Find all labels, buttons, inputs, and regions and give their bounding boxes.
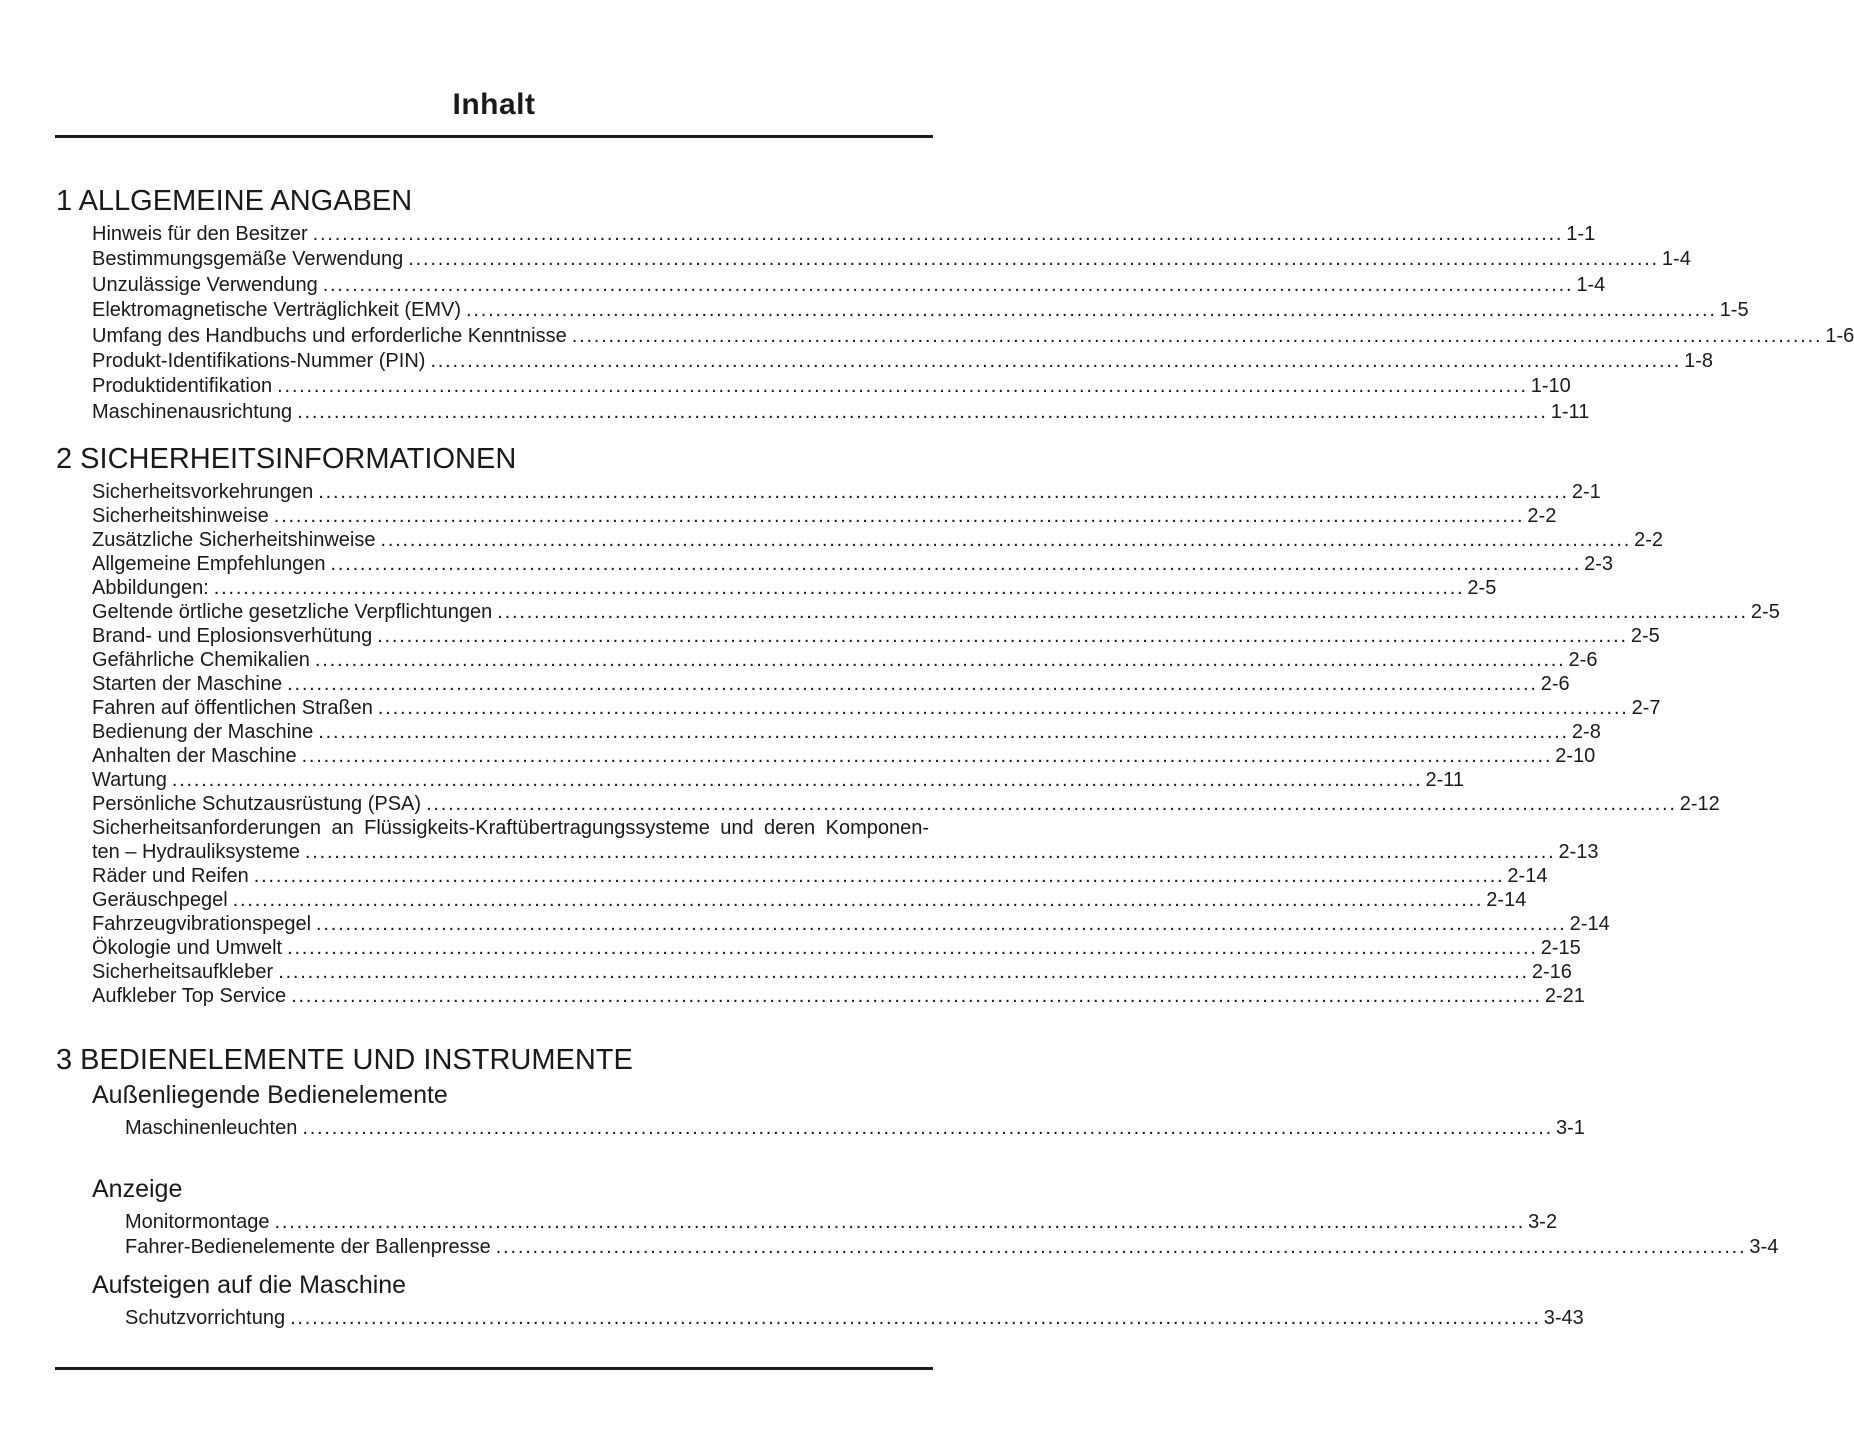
toc-dot-leader: ..........................................................................................................................................................................	[466, 299, 1717, 322]
toc-entry-label: Brand- und Eplosionsverhütung	[92, 625, 373, 648]
toc-entry	[92, 374, 1571, 399]
toc-entry	[92, 273, 1606, 298]
toc-entry-label: Zusätzliche Sicherheitshinweise	[92, 529, 376, 552]
subsection-heading: Außenliegende Bedienelemente	[92, 1081, 448, 1110]
toc-entry	[92, 888, 1527, 912]
toc-dot-leader: ..........................................................................................................................................................................	[408, 248, 1659, 271]
toc-entry-label: Maschinenleuchten	[125, 1117, 298, 1140]
toc-entry-page-number: 2-13	[1558, 841, 1599, 864]
toc-entry	[125, 1116, 1585, 1141]
bottom-rule	[55, 1367, 933, 1370]
toc-dot-leader: ..........................................................................................................................................................................	[213, 577, 1465, 600]
toc-dot-leader: ..........................................................................................................................................................................	[232, 889, 1484, 912]
toc-dot-leader: ..........................................................................................................................................................................	[316, 913, 1567, 936]
toc-entry-page-number: 3-43	[1543, 1307, 1584, 1330]
toc-entry-label: Wartung	[92, 769, 167, 792]
toc-entry-label: Persönliche Schutzausrüstung (PSA)	[92, 793, 422, 816]
toc-entry-page-number: 2-6	[1568, 649, 1598, 672]
toc-entry-label: Räder und Reifen	[92, 865, 249, 888]
toc-sections	[55, 185, 1854, 1331]
toc-entry-wrapped-line: Sicherheitsanforderungen an Flüssigkeits-Kraftübertragungssysteme und deren Komponen-	[92, 817, 929, 840]
toc-entry-label: Fahren auf öffentlichen Straßen	[92, 697, 373, 720]
top-rule	[55, 135, 933, 138]
toc-entry-page-number: 2-12	[1679, 793, 1720, 816]
toc-entry-label: Aufkleber Top Service	[92, 985, 287, 1008]
toc-entry	[92, 600, 1780, 624]
toc-entry-label: Produkt-Identifikations-Nummer (PIN)	[92, 350, 426, 373]
toc-dot-leader: ..........................................................................................................................................................................	[322, 273, 1574, 296]
toc-entry	[92, 672, 1570, 696]
toc-entry-page-number: 1-4	[1661, 248, 1691, 271]
toc-entry	[92, 624, 1660, 648]
toc-entry	[92, 936, 1581, 960]
toc-entry-label: Schutzvorrichtung	[125, 1307, 286, 1330]
toc-entry	[125, 1306, 1584, 1331]
toc-dot-leader: ..........................................................................................................................................................................	[274, 1211, 1526, 1234]
toc-entry-label: Hinweis für den Besitzer	[92, 223, 308, 245]
toc-entry-label: Sicherheitsvorkehrungen	[92, 481, 314, 504]
toc-dot-leader: ..........................................................................................................................................................................	[377, 697, 1629, 720]
toc-subsection	[55, 1081, 1585, 1141]
toc-entry-page-number: 2-16	[1531, 961, 1572, 984]
toc-entry-label: Geltende örtliche gesetzliche Verpflichtungen	[92, 601, 493, 624]
toc-dot-leader: ..........................................................................................................................................................................	[318, 721, 1569, 744]
toc-entry-page-number: 2-21	[1544, 985, 1585, 1008]
toc-entry-label: Sicherheitshinweise	[92, 505, 269, 528]
toc-entry-label: Umfang des Handbuchs und erforderliche Kenntnisse	[92, 324, 567, 347]
toc-entry	[92, 324, 1854, 349]
toc-entry-label: Maschinenausrichtung	[92, 400, 293, 423]
toc-dot-leader: ..........................................................................................................................................................................	[312, 223, 1564, 245]
chapter-subsections	[55, 1081, 1779, 1331]
toc-entry-page-number: 2-1	[1571, 481, 1601, 504]
toc-dot-leader: ..........................................................................................................................................................................	[277, 375, 1528, 398]
toc-entry	[92, 504, 1557, 528]
toc-entry	[92, 984, 1585, 1008]
toc-entry	[125, 1210, 1558, 1235]
toc-dot-leader: ..........................................................................................................................................................................	[330, 553, 1582, 576]
chapter-heading: 2 SICHERHEITSINFORMATIONEN	[56, 443, 517, 476]
toc-entry-page-number: 2-3	[1584, 553, 1614, 576]
toc-dot-leader: ..........................................................................................................................................................................	[304, 841, 1556, 864]
toc-entry-page-number: 2-11	[1425, 769, 1465, 792]
toc-dot-leader: ..........................................................................................................................................................................	[278, 961, 1529, 984]
toc-entry	[92, 840, 1599, 864]
toc-entry-page-number: 2-14	[1569, 913, 1610, 936]
toc-entry	[92, 247, 1691, 272]
toc-entry-page-number: 2-7	[1631, 697, 1661, 720]
toc-entry-page-number: 2-14	[1507, 865, 1548, 888]
toc-dot-leader: ..........................................................................................................................................................................	[287, 937, 1538, 960]
toc-dot-leader: ..........................................................................................................................................................................	[426, 793, 1677, 816]
toc-entry-page-number: 1-8	[1684, 350, 1713, 373]
toc-entry-label: Bestimmungsgemäße Verwendung	[92, 248, 404, 271]
toc-dot-leader: ..........................................................................................................................................................................	[287, 673, 1538, 696]
page-title: Inhalt	[452, 88, 536, 121]
toc-entry-page-number: 2-10	[1555, 745, 1596, 768]
toc-entry	[92, 576, 1497, 600]
toc-dot-leader: ..........................................................................................................................................................................	[430, 350, 1682, 373]
toc-dot-leader: ..........................................................................................................................................................................	[571, 324, 1823, 347]
toc-entry	[92, 480, 1601, 504]
toc-content	[55, 87, 1854, 1331]
toc-subsection	[55, 1175, 1779, 1260]
toc-entry-page-number: 2-2	[1527, 505, 1557, 528]
toc-entry-page-number: 2-2	[1634, 529, 1664, 552]
toc-entry-page-number: 1-6	[1825, 324, 1854, 347]
subsection-heading: Anzeige	[92, 1175, 183, 1204]
toc-entry-label: Unzulässige Verwendung	[92, 273, 318, 296]
toc-entry-label: Anhalten der Maschine	[92, 745, 297, 768]
toc-entry-label: Allgemeine Empfehlungen	[92, 553, 326, 576]
chapter-heading: 3 BEDIENELEMENTE UND INSTRUMENTE	[56, 1044, 633, 1077]
toc-entry-page-number: 2-14	[1486, 889, 1527, 912]
toc-entry-page-number: 1-10	[1530, 375, 1571, 398]
toc-entry-page-number: 2-5	[1750, 601, 1780, 624]
subsection-entries	[125, 1116, 1585, 1141]
toc-dot-leader: ..........................................................................................................................................................................	[314, 649, 1566, 672]
toc-dot-leader: ..........................................................................................................................................................................	[273, 505, 1525, 528]
toc-entry	[92, 864, 1548, 888]
toc-entry-page-number: 2-15	[1540, 937, 1581, 960]
toc-dot-leader: ..........................................................................................................................................................................	[302, 1117, 1553, 1140]
toc-dot-leader: ..........................................................................................................................................................................	[291, 985, 1542, 1008]
toc-entry	[92, 349, 1713, 374]
toc-entry-label: Elektromagnetische Verträglichkeit (EMV)	[92, 299, 462, 322]
toc-entry-page-number: 1-4	[1576, 273, 1606, 296]
toc-entry-page-number: 3-1	[1555, 1117, 1585, 1140]
toc-entry	[92, 744, 1596, 768]
toc-entry-label: Abbildungen:	[92, 577, 209, 600]
toc-entry	[92, 696, 1661, 720]
toc-entry	[92, 222, 1596, 247]
toc-entry-page-number: 2-5	[1467, 577, 1497, 600]
toc-dot-leader: ..........................................................................................................................................................................	[380, 529, 1632, 552]
toc-dot-leader: ..........................................................................................................................................................................	[171, 769, 1423, 792]
toc-entry-label: Produktidentifikation	[92, 375, 273, 398]
toc-section	[55, 185, 1854, 425]
toc-entry-label: Starten der Maschine	[92, 673, 283, 696]
toc-entry	[92, 960, 1572, 984]
toc-entry	[92, 792, 1720, 816]
toc-entry-label: Ökologie und Umwelt	[92, 937, 283, 960]
toc-entry-page-number: 2-6	[1540, 673, 1570, 696]
toc-entry	[125, 1235, 1779, 1260]
toc-entry-page-number: 2-8	[1571, 721, 1601, 744]
toc-entry	[92, 912, 1610, 936]
toc-entry	[92, 528, 1664, 552]
subsection-entries	[125, 1210, 1779, 1260]
toc-entry-label: Sicherheitsaufkleber	[92, 961, 274, 984]
toc-dot-leader: ..........................................................................................................................................................................	[318, 481, 1569, 504]
toc-entry	[92, 552, 1614, 576]
toc-dot-leader: ..........................................................................................................................................................................	[495, 1236, 1747, 1259]
toc-subsection	[55, 1271, 1584, 1331]
chapter-entries	[92, 222, 1854, 425]
toc-entry	[92, 768, 1465, 792]
toc-dot-leader: ..........................................................................................................................................................................	[297, 400, 1548, 423]
toc-entry	[92, 400, 1590, 425]
toc-entry-page-number: 2-5	[1630, 625, 1660, 648]
chapter-entries	[92, 480, 1780, 1008]
toc-section	[55, 443, 1780, 1008]
toc-entry	[92, 648, 1598, 672]
chapter-heading: 1 ALLGEMEINE ANGABEN	[56, 185, 413, 217]
toc-dot-leader: ..........................................................................................................................................................................	[497, 601, 1748, 624]
toc-entry-label: Fahrzeugvibrationspegel	[92, 913, 312, 936]
toc-entry-label: Monitormontage	[125, 1211, 270, 1234]
subsection-heading: Aufsteigen auf die Maschine	[92, 1271, 407, 1300]
toc-entry-page-number: 1-1	[1566, 223, 1596, 245]
toc-dot-leader: ..........................................................................................................................................................................	[290, 1307, 1541, 1330]
toc-entry-label: Fahrer-Bedienelemente der Ballenpresse	[125, 1236, 491, 1259]
toc-dot-leader: ..........................................................................................................................................................................	[253, 865, 1505, 888]
toc-section	[55, 1044, 1779, 1331]
toc-entry-page-number: 1-5	[1719, 299, 1749, 322]
toc-entry-label: Bedienung der Maschine	[92, 721, 314, 744]
toc-dot-leader: ..........................................................................................................................................................................	[377, 625, 1628, 648]
toc-entry-label: Geräuschpegel	[92, 889, 228, 912]
subsection-entries	[125, 1306, 1584, 1331]
toc-entry-page-number: 3-2	[1528, 1211, 1558, 1234]
toc-entry-label: ten – Hydrauliksysteme	[92, 841, 300, 864]
toc-entry	[92, 298, 1749, 323]
toc-entry	[92, 720, 1601, 744]
toc-entry-page-number: 3-4	[1749, 1236, 1779, 1259]
toc-entry-page-number: 1-11	[1550, 400, 1590, 423]
toc-dot-leader: ..........................................................................................................................................................................	[301, 745, 1553, 768]
toc-entry-label: Gefährliche Chemikalien	[92, 649, 310, 672]
